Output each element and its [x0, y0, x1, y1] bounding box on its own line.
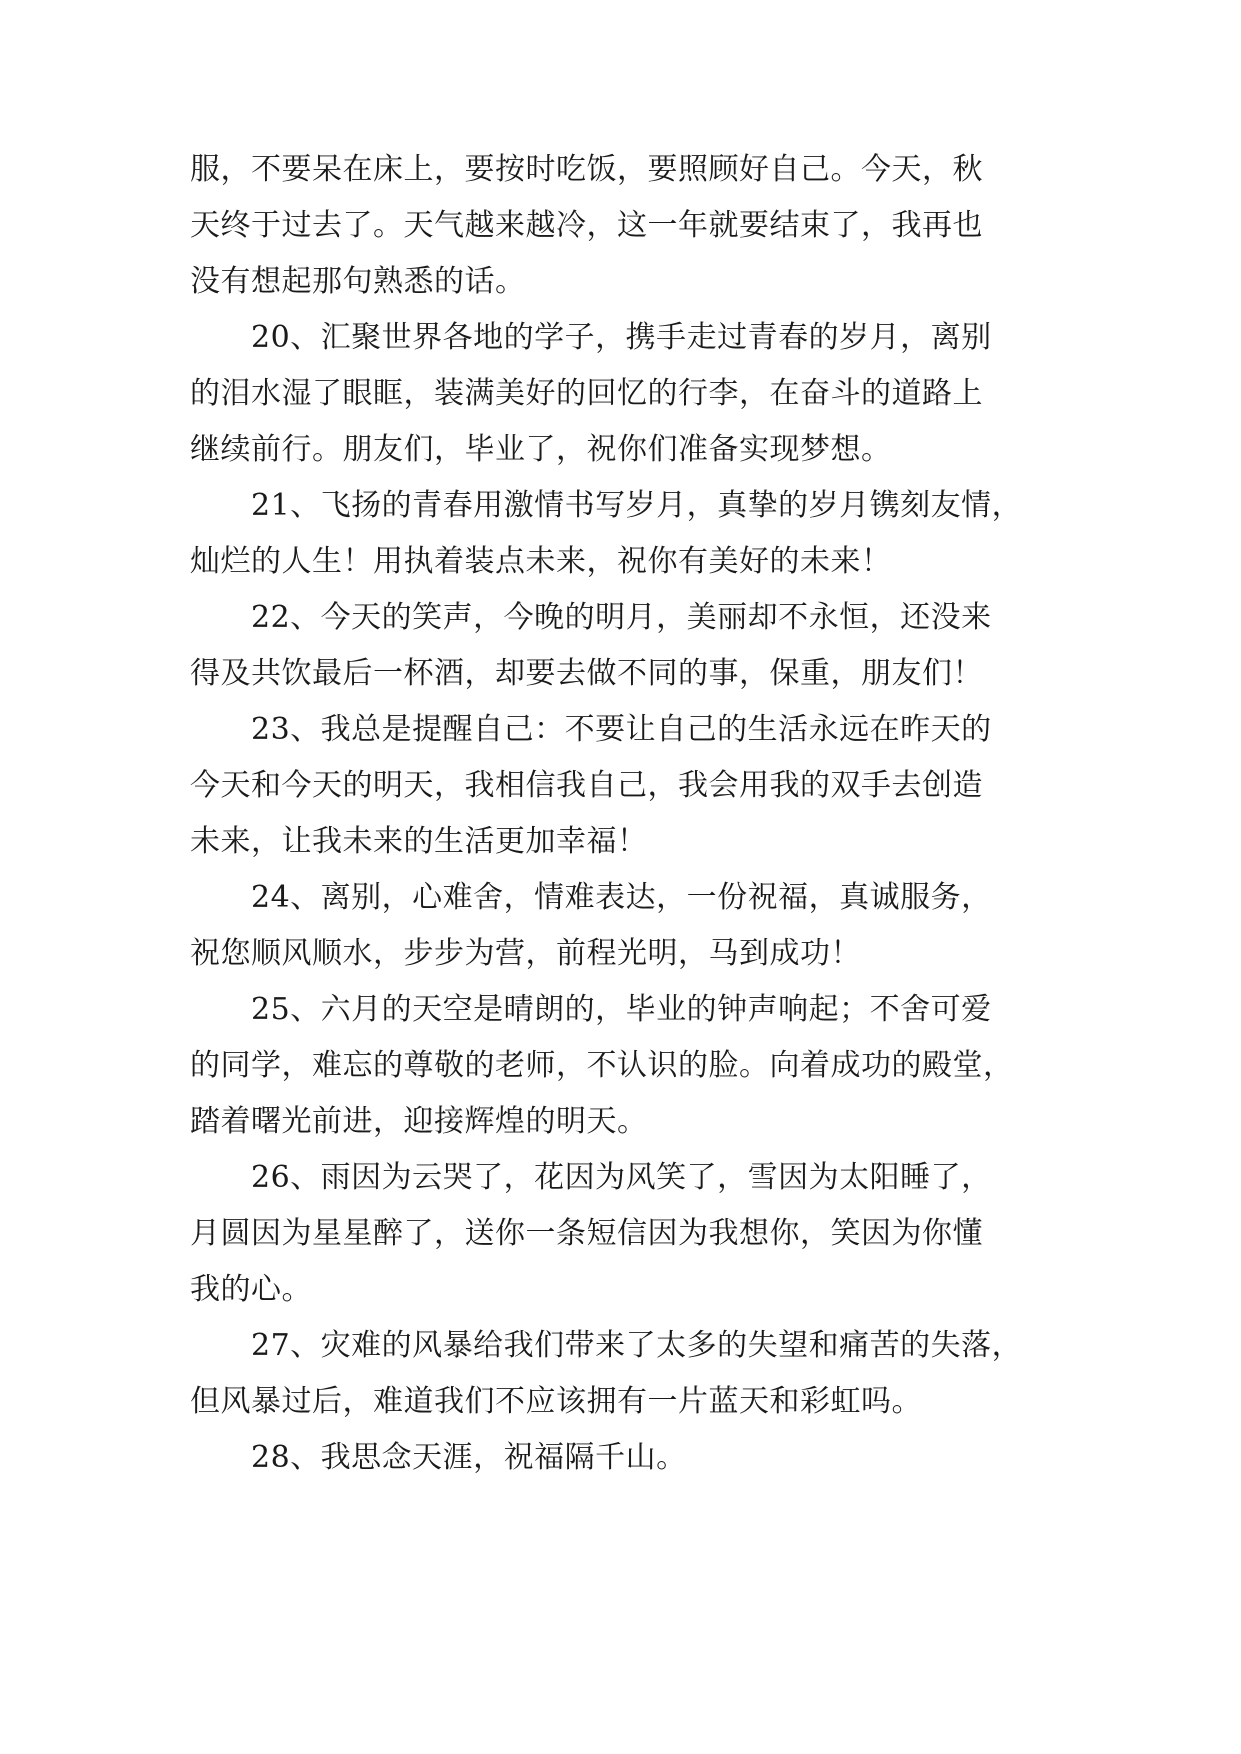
paragraph-22-start: 22、今天的笑声，今晚的明月，美丽却不永恒，还没来	[251, 600, 992, 635]
text-line: 继续前行。朋友们，毕业了，祝你们准备实现梦想。	[190, 432, 892, 467]
paragraph-28-start: 28、我思念天涯，祝福隔千山。	[251, 1440, 687, 1475]
text-line: 祝您顺风顺水，步步为营，前程光明，马到成功！	[190, 936, 861, 971]
text-line: 得及共饮最后一杯酒，却要去做不同的事，保重，朋友们！	[190, 656, 983, 691]
text-line: 的同学，难忘的尊敬的老师，不认识的脸。向着成功的殿堂，	[190, 1048, 1014, 1083]
text-line: 服，不要呆在床上，要按时吃饭，要照顾好自己。今天，秋	[190, 152, 983, 187]
paragraph-23-start: 23、我总是提醒自己：不要让自己的生活永远在昨天的	[251, 712, 992, 747]
text-line: 未来，让我未来的生活更加幸福！	[190, 824, 648, 859]
text-line: 灿烂的人生！用执着装点未来，祝你有美好的未来！	[190, 544, 892, 579]
paragraph-21-start: 21、飞扬的青春用激情书写岁月，真挚的岁月镌刻友情，	[251, 488, 1023, 523]
text-line: 踏着曙光前进，迎接辉煌的明天。	[190, 1104, 648, 1139]
text-line: 天终于过去了。天气越来越冷，这一年就要结束了，我再也	[190, 208, 983, 243]
paragraph-24-start: 24、离别，心难舍，情难表达，一份祝福，真诚服务，	[251, 880, 992, 915]
text-line: 没有想起那句熟悉的话。	[190, 264, 526, 299]
paragraph-25-start: 25、六月的天空是晴朗的，毕业的钟声响起；不舍可爱	[251, 992, 992, 1027]
paragraph-27-start: 27、灾难的风暴给我们带来了太多的失望和痛苦的失落，	[251, 1328, 1023, 1363]
text-line: 的泪水湿了眼眶，装满美好的回忆的行李，在奋斗的道路上	[190, 376, 983, 411]
text-line: 但风暴过后，难道我们不应该拥有一片蓝天和彩虹吗。	[190, 1384, 922, 1419]
text-line: 我的心。	[190, 1272, 312, 1307]
text-line: 月圆因为星星醉了，送你一条短信因为我想你，笑因为你懂	[190, 1216, 983, 1251]
paragraph-20-start: 20、汇聚世界各地的学子，携手走过青春的岁月，离别	[251, 320, 992, 355]
paragraph-26-start: 26、雨因为云哭了，花因为风笑了，雪因为太阳睡了，	[251, 1160, 992, 1195]
text-line: 今天和今天的明天，我相信我自己，我会用我的双手去创造	[190, 768, 983, 803]
